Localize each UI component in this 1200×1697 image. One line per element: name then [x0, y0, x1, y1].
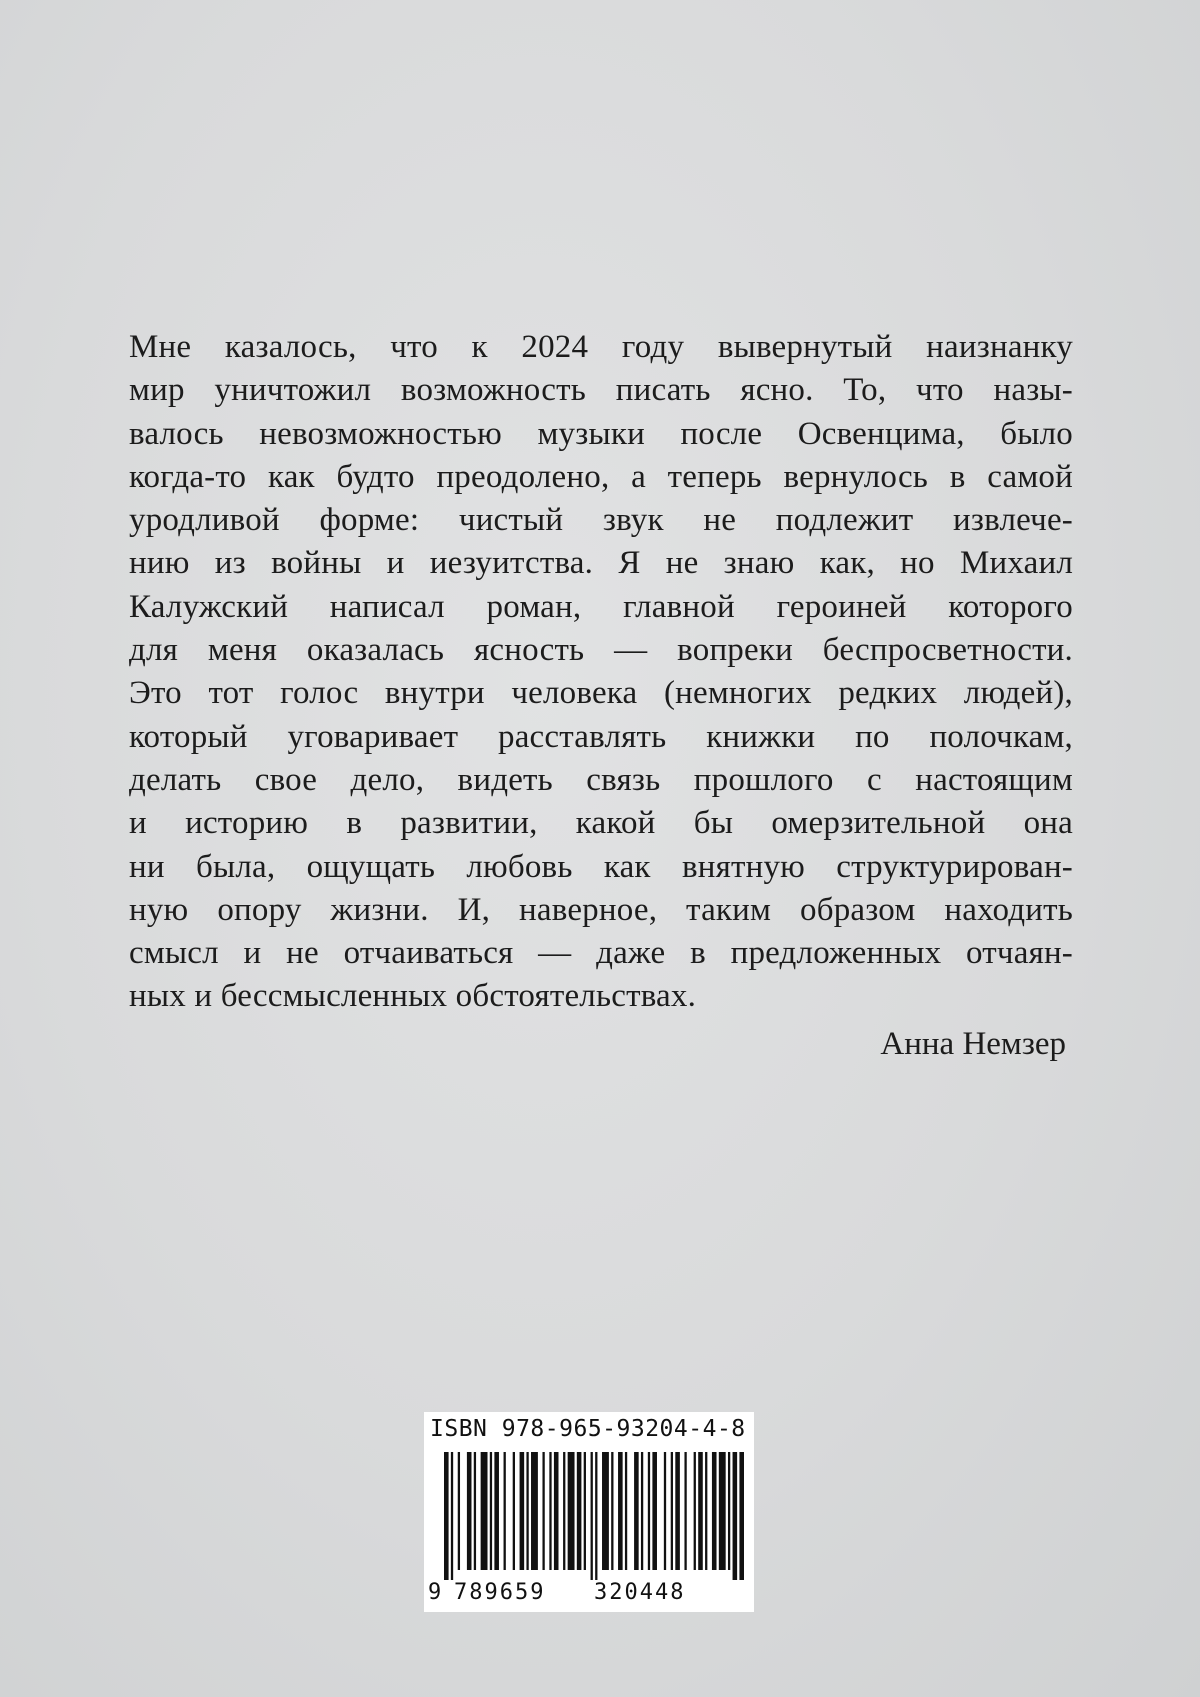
barcode-bar — [584, 1452, 586, 1570]
barcode-bar — [531, 1452, 538, 1570]
barcode-bar — [444, 1452, 449, 1580]
barcode-bar — [554, 1452, 559, 1570]
barcode-bar — [648, 1452, 650, 1570]
isbn-barcode — [424, 1412, 754, 1612]
barcode-bar — [733, 1452, 738, 1580]
blurb-line: Это тот голос внутри человека (немногих редких людей), — [129, 675, 1073, 712]
barcode-bar — [577, 1452, 582, 1570]
blurb-line: когда-то как будто преодолено, а теперь вернулось в самой — [129, 458, 1073, 495]
blurb-line: Мне казалось, что к 2024 году вывернутый наизнанку — [129, 329, 1073, 365]
barcode-bar — [467, 1452, 472, 1570]
barcode-bar — [739, 1452, 744, 1580]
blurb-line: который уговаривает расставлять книжки по полочкам, — [129, 718, 1073, 755]
barcode-bar — [474, 1452, 476, 1570]
barcode-digits-right: 320448 — [594, 1580, 686, 1605]
blurb-line: ных и бессмысленных обстоятельствах. — [129, 978, 697, 1015]
barcode-bar — [675, 1452, 680, 1570]
blurb-line: Калужский написал роман, главной героиней которого — [129, 588, 1073, 625]
barcode-digits-left: 789659 — [454, 1580, 546, 1605]
barcode-bar — [458, 1452, 460, 1570]
barcode-bar — [504, 1452, 506, 1570]
barcode-bar — [625, 1452, 627, 1570]
barcode-bar — [542, 1452, 544, 1570]
barcode-bar — [481, 1452, 488, 1570]
barcode-bar — [728, 1452, 730, 1570]
barcode-bar — [611, 1452, 613, 1570]
barcode-bar — [618, 1452, 623, 1570]
barcode-bar — [568, 1452, 575, 1570]
blurb-line: ни была, ощущать любовь как внятную структурирован- — [129, 848, 1073, 885]
blurb-line: ную опору жизни. И, наверное, таким образом находить — [129, 891, 1073, 928]
blurb-text — [129, 326, 1073, 1019]
blurb-line: уродливой форме: чистый звук не подлежит извлече- — [129, 502, 1073, 539]
barcode-bar — [451, 1452, 453, 1580]
blurb-line: делать свое дело, видеть связь прошлого с настоящим — [129, 761, 1073, 798]
barcode-bar — [602, 1452, 609, 1570]
barcode-bar — [549, 1452, 551, 1570]
barcode-bar — [684, 1452, 686, 1570]
blurb-line: мир уничтожил возможность писать ясно. То, что назы- — [129, 372, 1073, 409]
barcode-bar — [595, 1452, 597, 1580]
barcode-bar — [719, 1452, 726, 1570]
author-signature: Анна Немзер — [880, 1026, 1066, 1062]
barcode-bar — [712, 1452, 717, 1570]
barcode-digit-first: 9 — [428, 1580, 442, 1605]
blurb-line: и историю в развитии, какой бы омерзительной она — [129, 805, 1073, 842]
blurb-line: валось невозможностью музыки после Освенцима, было — [129, 415, 1073, 452]
barcode-bar — [671, 1452, 673, 1570]
barcode-bar — [694, 1452, 696, 1570]
barcode-bar — [563, 1452, 565, 1570]
barcode-bar — [490, 1452, 492, 1570]
barcode-bar — [664, 1452, 666, 1570]
barcode-bar — [641, 1452, 643, 1570]
barcode-bar — [698, 1452, 703, 1570]
barcode-bar — [526, 1452, 528, 1570]
blurb-line: смысл и не отчаиваться — даже в предложенных отчаян- — [129, 935, 1073, 972]
blurb-line: для меня оказалась ясность — вопреки беспросветности. — [129, 632, 1073, 669]
barcode-bar — [513, 1452, 515, 1570]
barcode-bar — [652, 1452, 657, 1570]
isbn-label: ISBN 978-965-93204-4-8 — [430, 1416, 746, 1442]
barcode-bar — [520, 1452, 525, 1570]
barcode-bar — [494, 1452, 499, 1570]
barcode-bar — [705, 1452, 707, 1570]
barcode-bar — [634, 1452, 639, 1570]
barcode-bars — [444, 1452, 744, 1580]
barcode-bar — [591, 1452, 593, 1580]
blurb-line: нию из войны и иезуитства. Я не знаю как, но Михаил — [129, 545, 1073, 582]
